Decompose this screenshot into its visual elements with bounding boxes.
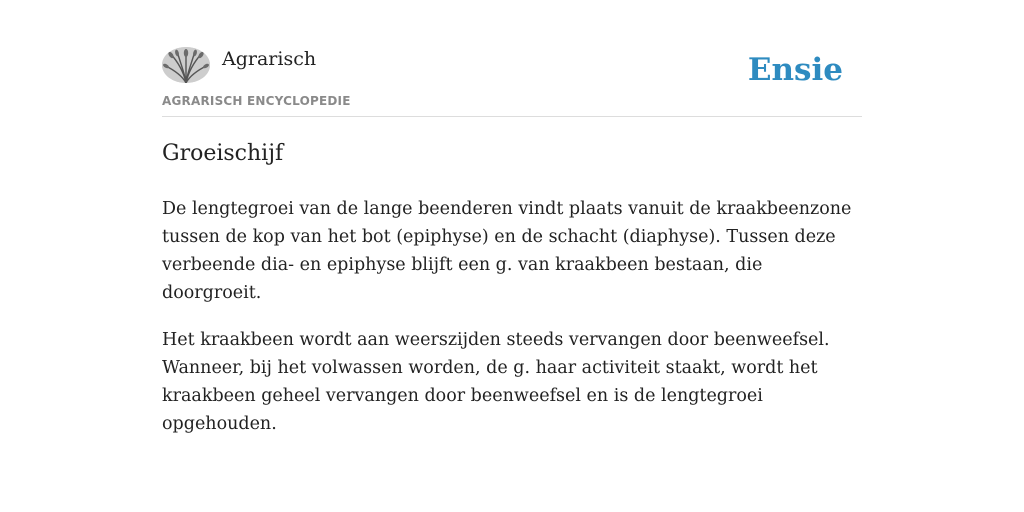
article-paragraph-1: De lengtegroei van de lange beenderen vindt plaats vanuit de kraakbeenzone tussen de kop van het bot (epiphyse) en de schacht (diaphyse). Tussen deze verbeende dia- en epiphyse blijft een g. van kraakbeen bestaan, die doorgroeit. [162,199,852,303]
brand-logo[interactable]: Ensie [747,52,843,88]
article-paragraph-2: Het kraakbeen wordt aan weerszijden steeds vervangen door beenweefsel. Wanneer, bij het volwassen worden, de g. haar activiteit staakt, wordt het kraakbeen geheel vervangen door beenweefsel en is de lengtegroei opgehouden. [162,330,830,434]
site-subtitle: AGRARISCH ENCYCLOPEDIE [162,94,351,108]
page-title: Groeischijf [162,141,284,166]
wheat-icon[interactable] [162,47,210,83]
site-name[interactable]: Agrarisch [222,48,317,70]
site-header [162,46,862,117]
article [162,138,862,457]
